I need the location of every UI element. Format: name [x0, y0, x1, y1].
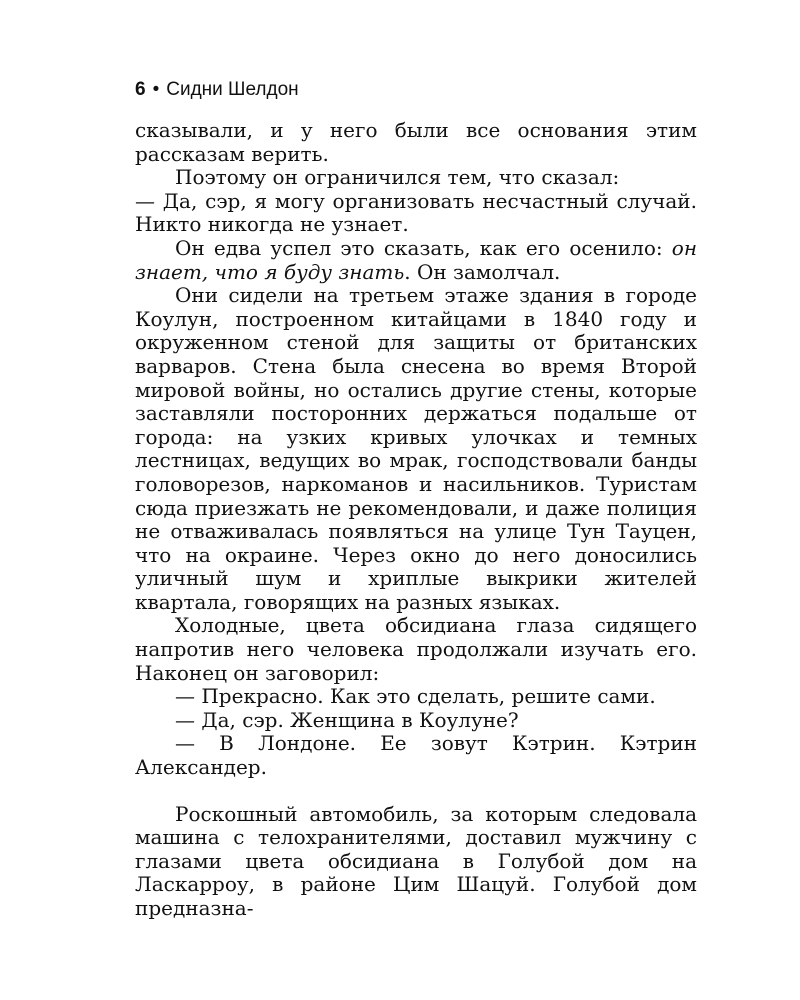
paragraph-text: . Он замолчал. [404, 259, 561, 284]
dialogue-line: — В Лондоне. Ее зовут Кэтрин. Кэтрин Александер. [135, 731, 697, 780]
author-name: Сидни Шелдон [166, 79, 299, 100]
paragraph: Они сидели на третьем этаже здания в городе Коулун, построенном китайцами в 1840 году и окруженном стеной для защиты от британских варваров. Стена была снесена во время Второй мировой войны, но остались другие стены, которые заставляли посторонних держаться подальше от города: на узких кривых улочках и темных лестницах, ведущих во мрак, господствовали банды головорезов, наркоманов и насильников. Туристам сюда приезжать не рекомендовали, и даже полиция не отваживалась появляться на улице Тун Тауцен, что на окраине. Через окно до него доносились уличный шум и хриплые выкрики жителей квартала, говорящих на разных языках. [135, 283, 697, 614]
page-number: 6 [135, 79, 146, 100]
paragraph-text: Он едва успел это сказать, как его осенило: [175, 235, 672, 260]
bullet-separator: • [152, 79, 160, 100]
dialogue-line: — Прекрасно. Как это сделать, решите сами. [175, 684, 656, 709]
paragraph-continuation: сказывали, и у него были все основания этим рассказам верить. [135, 118, 697, 166]
paragraph [135, 237, 697, 284]
running-head [135, 78, 697, 102]
italic-thought: он знает, что я буду знать [135, 235, 697, 284]
dialogue-line: — Да, сэр. Женщина в Коулуне? [175, 707, 519, 732]
book-page [135, 78, 697, 921]
body-text [135, 119, 697, 921]
paragraph: Холодные, цвета обсидиана глаза сидящего напротив него человека продолжали изучать его. Наконец он заговорил: [135, 613, 697, 685]
dialogue-line: — Да, сэр, я могу организовать несчастный случай. Никто никогда не узнает. [135, 188, 697, 237]
paragraph: Поэтому он ограничился тем, что сказал: [175, 165, 620, 190]
paragraph: Роскошный автомобиль, за которым следовала машина с телохранителями, доставил мужчину с глазами цвета обсидиана в Голубой дом на Ласкарроу, в районе Цим Шацуй. Голубой дом предназна- [135, 801, 697, 920]
